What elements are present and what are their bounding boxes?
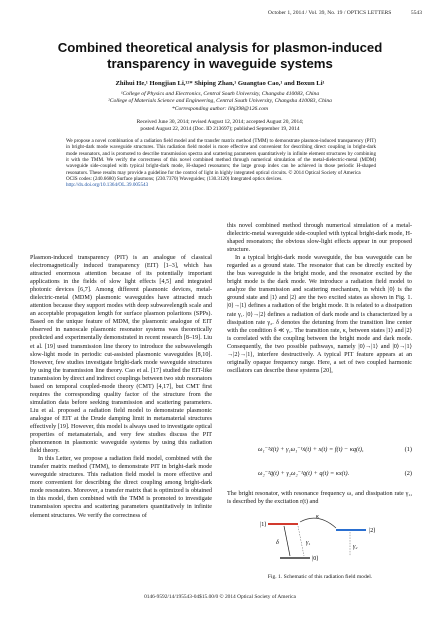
page-footer: 0146-9592/14/195543-04$15.00/0 © 2014 Optical Society of America bbox=[144, 594, 296, 600]
figure-1-diagram bbox=[240, 510, 400, 570]
label-delta: δ bbox=[276, 540, 279, 546]
dates-line-1: Received June 30, 2014; revised August 12, 2014; accepted August 20, 2014; bbox=[136, 119, 304, 125]
equation-1-number: (1) bbox=[404, 446, 412, 453]
label-gamma2: γ₂ bbox=[353, 544, 358, 550]
label-kappa: κ bbox=[316, 514, 319, 520]
doi-link[interactable]: http://dx.doi.org/10.1364/OL.39.005543 bbox=[66, 182, 149, 189]
equation-1: ω₁⁻²ẍ(t) + γ₁ω₁⁻¹ẋ(t) + x(t) = f(t) − κq(t), bbox=[258, 446, 364, 453]
equation-2: ω₂⁻²q̈(t) + γ₂ω₂⁻¹q̇(t) + q(t) = κx(t). bbox=[258, 470, 350, 477]
left-paragraph-2: In this Letter, we propose a radiation field model, combined with the transfer matrix method (TMM), to demonstrate PIT in bright-dark mode waveguide structures. This radiation field model is more effective and more convenient for describing the direct coupling among bright-dark mode resonators. Moreover, a transfer matrix that is optimized is obtained in this model, then combined with the TMM is promoted to investigate transmission spectra and scattering parameters quantitatively in infinite element structures. We verify the correctness of bbox=[30, 456, 212, 519]
left-column bbox=[30, 254, 212, 520]
right-column bbox=[227, 222, 412, 375]
author-list: Zhihui He,¹ Hongjian Li,¹²* Shiping Zhan,¹ Guangtao Cao,¹ and Boxun Li¹ bbox=[115, 80, 325, 87]
publication-dates bbox=[20, 119, 420, 133]
affiliations bbox=[20, 91, 420, 113]
abstract-text: We propose a novel combination of a radiation field model and the transfer matrix method (TMM) to demonstrate plasmon-induced transparency (PIT) in bright-dark mode waveguide structures. This radiation field model is more effective and convenient for describing direct coupling in bright-dark mode resonators, and is promoted to describe transmission spectra and scattering parameters quantitatively in infinite element structures by combining it with the TMM. We verify the correctness of this novel combined method through numerical simulation of the metal-dielectric-metal (MDM) waveguide side-coupled with typical bright-dark mode, H-shaped resonators; the large group index can be achieved in those periodic H-shaped resonators. These results may provide a guideline for the control of light in highly integrated optical circuits. bbox=[66, 138, 376, 176]
dates-line-2: posted August 22, 2014 (Doc. ID 213697); published September 19, 2014 bbox=[140, 126, 300, 132]
right-paragraph-1: this novel combined method through numerical simulation of a metal-dielectric-metal waveguide side-coupled with typical bright-dark mode, H-shaped resonators; the obvious slow-light effects appear in our proposed structure. bbox=[227, 223, 412, 254]
gamma1-decay-line bbox=[298, 526, 304, 556]
affiliation-2: ²College of Materials Science and Engineering, Central South University, Changsha 410083, China bbox=[108, 98, 332, 105]
figure-caption: Fig. 1. Schematic of this radiation field model. bbox=[267, 574, 373, 580]
label-state-1: |1⟩ bbox=[260, 522, 267, 528]
abstract bbox=[66, 138, 376, 189]
left-paragraph-1: Plasmon-induced transparency (PIT) is an analogue of classical electromagnetically induced transparency (EIT) [1–3], which has attracted enormous attention because of its potentially important applications in the fields of slow light effects [4,5] and integrated photonic devices [6,7]. Among different plasmonic devices, metal-dielectric-metal (MDM) plasmonic waveguides have attracted much attention because they support modes with deep subwavelength scale and an acceptable propagation length for surface plasmon polaritons (SPPs). Based on the unique feature of MDM, the plasmonic analogue of EIT observed in nanoscale plasmonic resonator systems was theoretically predicted and experimentally demonstrated in recent research [8–19]. Liu et al. [19] used transmission line theory to introduce the subwavelength slow-light mode in periodic cut-assisted plasmonic waveguides [8,10]. However, few studies investigate bright-dark mode waveguide structures by using the transmission line theory. Cao et al. [17] studied the EIT-like transmission by direct and indirect couplings between two stub resonators based on temporal coupled-mode theory (CMT) [4,17], but CMT first requires the corresponding quality factor of the structure from the simulation data before seeking transmission and scattering parameters. Liu et al. proposed a radiation field model to demonstrate plasmonic analogue of EIT at the Drude damping limit in metamaterial structures effectively [19]. However, this model is always used to investigate optical properties of metamaterials, and very few studies discuss the PIT phenomenon in plasmonic waveguide systems by using this radiation field theory. bbox=[30, 255, 212, 455]
ocis-codes: OCIS codes: (240.6680) Surface plasmons; (230.7370) Waveguides; (130.3120) Integrated optics devices. bbox=[66, 176, 283, 183]
label-state-2: |2⟩ bbox=[369, 528, 376, 534]
equation-2-number: (2) bbox=[404, 470, 412, 477]
affiliation-1: ¹College of Physics and Electronics, Central South University, Changsha 410083, China bbox=[120, 91, 320, 97]
label-state-0: |0⟩ bbox=[312, 556, 319, 562]
paper-title: Combined theoretical analysis for plasmon-induced transparency in waveguide systems bbox=[57, 40, 383, 71]
right-paragraph-3: The bright resonator, with resonance frequency ω₁ and dissipation rate γ₁, is described by the excitation r(t) and bbox=[227, 491, 412, 506]
right-paragraph-2: In a typical bright-dark mode waveguide, the bus waveguide can be regarded as a ground state. The resonator that can be directly excited by the bus waveguide is the bright mode, and the resonator excited by the bright mode is the dark mode. We introduce a radiation field model to analyze the transmission and scattering mechanism, in which |0⟩ is the ground state and |1⟩ and |2⟩ are the two excited states as shown in Fig. 1. |0⟩→|1⟩ defines a radiation of the bright mode. It is related to a dissipation rate γ₁. |0⟩→|2⟩ defines a radiation of dark mode and is characterized by a dissipation rate γ₂. δ denotes the detuning from the transition line center with the condition δ ≪ γ₁. The transition rate, κ, between states |1⟩ and |2⟩ is correlated with the coupling between the bright mode and dark mode. Consequently, the two possible pathways, namely |0⟩→|1⟩ and |0⟩→|1⟩→|2⟩→|1⟩, interfere destructively. A typical PIT feature appears at an originally opaque frequency range. Here, a set of two coupled harmonic oscillators can describe these systems [20], bbox=[227, 255, 412, 374]
running-head bbox=[268, 10, 422, 16]
label-gamma1: γ₁ bbox=[306, 540, 311, 546]
page-number: 5543 bbox=[410, 10, 422, 16]
excitation-arrow bbox=[284, 526, 290, 556]
abstract-copyright: © 2014 Optical Society of America bbox=[288, 169, 361, 176]
corresponding-author: *Corresponding author: lihj398@126.com bbox=[171, 105, 269, 112]
running-head-text: October 1, 2014 / Vol. 39, No. 19 / OPTICS LETTERS bbox=[267, 10, 392, 16]
